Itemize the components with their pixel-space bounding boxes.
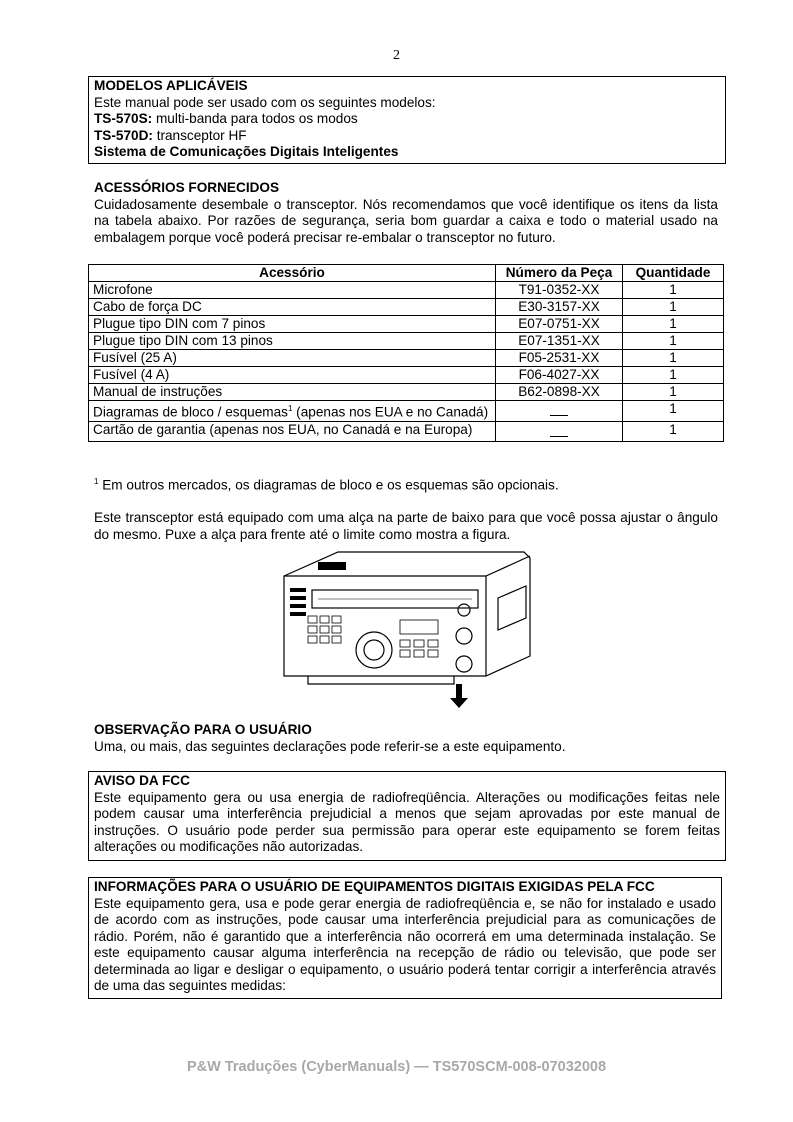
observation-heading: OBSERVAÇÃO PARA O USUÁRIO	[94, 722, 312, 737]
table-header-row	[89, 265, 724, 282]
model-s-desc: multi-banda para todos os modos	[152, 111, 358, 126]
observation-section	[94, 722, 718, 755]
header-accessory: Acessório	[89, 265, 496, 282]
cell-qty: 1	[623, 421, 724, 441]
header-quantity: Quantidade	[623, 265, 724, 282]
cell-qty: 1	[623, 282, 724, 299]
footnote-text: Em outros mercados, os diagramas de bloco e os esquemas são opcionais.	[98, 477, 559, 493]
models-system: Sistema de Comunicações Digitais Inteligentes	[94, 144, 399, 159]
model-d-label: TS-570D:	[94, 127, 153, 143]
side-handle	[498, 586, 526, 630]
cell-qty: 1	[623, 333, 724, 350]
dash-mark	[550, 436, 568, 437]
models-box	[88, 76, 726, 164]
model-s-label: TS-570S:	[94, 111, 153, 126]
accessories-table	[88, 264, 724, 442]
cell-item	[89, 401, 496, 422]
table-row	[89, 384, 724, 401]
cell-part: B62-0898-XX	[496, 384, 623, 401]
table-row	[89, 316, 724, 333]
table-row-warranty	[89, 421, 724, 441]
cell-part: E07-1351-XX	[496, 333, 623, 350]
handle-text: Este transceptor está equipado com uma alça na parte de baixo para que você possa ajustar o ângulo do mesmo. Puxe a alça para frente até o limite como mostra a figura.	[94, 510, 718, 542]
transceiver-illustration	[278, 548, 538, 708]
table-row	[89, 333, 724, 350]
footer-credit: P&W Traduções (CyberManuals) — TS570SCM-008-07032008	[186, 1059, 607, 1075]
footnote-mark: 1	[94, 477, 99, 486]
digital-text: Este equipamento gera, usa e pode gerar energia de radiofreqüência e, se não for instalado e usado de acordo com as instruções, pode causar uma interferência prejudicial para as comunicações de rádio. Porém, não é garantido que a interferência não ocorrerá em uma determinada instalação. Se este equipamento causar alguma interferência na recepção de rádio ou televisão, que pode ser determinada ao ligar e desligar o equipamento, o usuário poderá tentar corrigir a interferência através de uma das seguintes medidas:	[94, 895, 716, 993]
cell-qty: 1	[623, 299, 724, 316]
observation-text: Uma, ou mais, das seguintes declarações pode referir-se a este equipamento.	[94, 738, 566, 754]
radio-body	[284, 552, 530, 676]
cell-item: Cabo de força DC	[89, 299, 496, 316]
cell-item: Fusível (25 A)	[89, 350, 496, 367]
header-part-number: Número da Peça	[496, 265, 623, 282]
page-number: 2	[393, 48, 400, 63]
cell-part: F06-4027-XX	[496, 367, 623, 384]
cell-part: E30-3157-XX	[496, 299, 623, 316]
table-row	[89, 350, 724, 367]
footnote-ref: 1	[287, 404, 293, 413]
cell-qty: 1	[623, 367, 724, 384]
cell-item: Plugue tipo DIN com 13 pinos	[89, 333, 496, 350]
fcc-text: Este equipamento gera ou usa energia de radiofreqüência. Alterações ou modificações feitas nele podem causar uma interferência prejudicial a menos que sejam aprovadas por este manual de instruções. O usuário pode perder sua permissão para operar este equipamento se forem feitas alterações ou modificações não autorizadas.	[94, 789, 720, 854]
accessories-text: Cuidadosamente desembale o transceptor. Nós recomendamos que você identifique os itens da lista na tabela abaixo. Por razões de segurança, seria bom guardar a caixa e todo o material usado na embalagem porque você poderá precisar re-embalar o transceptor no futuro.	[94, 196, 718, 245]
cell-item: Fusível (4 A)	[89, 367, 496, 384]
models-intro: Este manual pode ser usado com os seguintes modelos:	[94, 94, 436, 110]
fcc-notice-box	[88, 771, 726, 861]
cell-part-dash	[496, 401, 623, 422]
tuning-knob	[356, 632, 392, 668]
table-row-diagrams	[89, 401, 724, 422]
model-d-desc: transceptor HF	[152, 127, 247, 143]
digital-info-box	[88, 877, 722, 999]
cell-item: Cartão de garantia (apenas nos EUA, no Canadá e na Europa)	[89, 421, 496, 441]
cell-item: Plugue tipo DIN com 7 pinos	[89, 316, 496, 333]
fcc-heading: AVISO DA FCC	[94, 773, 190, 788]
stand-handle	[308, 676, 454, 684]
table-row	[89, 282, 724, 299]
cell-part: F05-2531-XX	[496, 350, 623, 367]
cell-part: T91-0352-XX	[496, 282, 623, 299]
cell-item: Manual de instruções	[89, 384, 496, 401]
models-heading: MODELOS APLICÁVEIS	[94, 78, 248, 93]
cell-part-dash	[496, 421, 623, 441]
cell-item: Microfone	[89, 282, 496, 299]
table-footnote	[94, 474, 718, 494]
table-row	[89, 367, 724, 384]
model-s-line	[94, 111, 720, 128]
cell-qty: 1	[623, 401, 724, 422]
dash-mark	[550, 415, 568, 416]
model-d-line	[94, 128, 720, 145]
cell-qty: 1	[623, 316, 724, 333]
diagram-item-text: Diagramas de bloco / esquemas	[93, 404, 288, 420]
arrow-down-icon	[450, 684, 468, 708]
diagram-item-text-2: (apenas nos EUA e no Canadá)	[292, 404, 489, 420]
accessories-heading: ACESSÓRIOS FORNECIDOS	[94, 180, 280, 195]
cell-qty: 1	[623, 384, 724, 401]
accessories-section	[94, 180, 718, 246]
cell-qty: 1	[623, 350, 724, 367]
digital-heading: INFORMAÇÕES PARA O USUÁRIO DE EQUIPAMENTOS DIGITAIS EXIGIDAS PELA FCC	[94, 879, 655, 894]
table-row	[89, 299, 724, 316]
cell-part: E07-0751-XX	[496, 316, 623, 333]
